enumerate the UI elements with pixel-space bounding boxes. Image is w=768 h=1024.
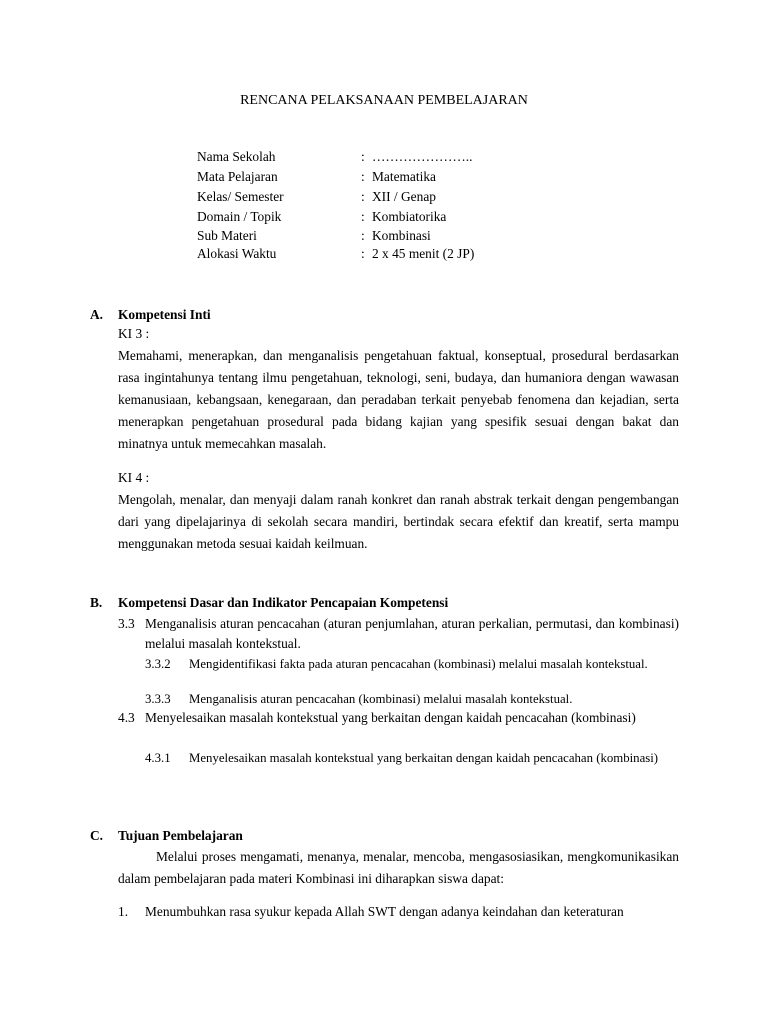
section-c-heading: Tujuan Pembelajaran <box>118 828 243 843</box>
identity-label-subject: Mata Pelajaran <box>197 169 278 184</box>
section-c-letter: C. <box>90 828 104 843</box>
ki4-text: Mengolah, menalar, dan menyaji dalam ranah konkret dan ranah abstrak terkait dengan pengembangan dari yang dipelajarinya di sekolah secara mandiri, bertindak secara efektif dan kreatif, serta mampu menggunakan metoda sesuai kaidah keilmuan. <box>118 492 679 551</box>
identity-colon: : <box>361 169 365 184</box>
identity-value-domain: Kombiatorika <box>372 209 447 224</box>
section-a-letter: A. <box>90 307 104 322</box>
identity-colon: : <box>361 149 365 164</box>
section-b-heading: Kompetensi Dasar dan Indikator Pencapaian Kompetensi <box>118 595 449 610</box>
indicator-4-3-1-text: Menyelesaikan masalah kontekstual yang berkaitan dengan kaidah pencacahan (kombinasi) <box>189 751 659 765</box>
identity-colon: : <box>361 209 365 224</box>
identity-value-class: XII / Genap <box>372 189 436 204</box>
ki4-label: KI 4 : <box>118 470 150 485</box>
kd-4-3-number: 4.3 <box>118 710 135 725</box>
document-title: RENCANA PELAKSANAAN PEMBELAJARAN <box>240 93 528 108</box>
kd-3-3-text: Menganalisis aturan pencacahan (aturan penjumlahan, aturan perkalian, permutasi, dan kombinasi) melalui masalah kontekstual. <box>145 616 679 651</box>
identity-label-class: Kelas/ Semester <box>197 189 284 204</box>
ki3-text: Memahami, menerapkan, dan menganalisis pengetahuan faktual, konseptual, prosedural berdasarkan rasa ingintahunya tentang ilmu pengetahuan, teknologi, seni, budaya, dan humaniora dengan wawasan kemanusiaan, kebangsaan, kenegaraan, dan peradaban terkait penyebab fenomena dan kejadian, serta menerapkan pengetahuan prosedural pada bidang kajian yang spesifik sesuai dengan bakat dan minatnya untuk memecahkan masalah. <box>118 348 679 451</box>
identity-value-school: ………………….. <box>372 149 473 164</box>
ki3-label: KI 3 : <box>118 326 150 341</box>
indicator-3-3-3-number: 3.3.3 <box>145 692 171 706</box>
kd-4-3-text: Menyelesaikan masalah kontekstual yang berkaitan dengan kaidah pencacahan (kombinasi) <box>145 710 636 725</box>
identity-colon: : <box>361 189 365 204</box>
indicator-3-3-3-text: Menganalisis aturan pencacahan (kombinasi) melalui masalah kontekstual. <box>189 692 573 706</box>
indicator-3-3-2-number: 3.3.2 <box>145 657 171 671</box>
identity-value-submaterial: Kombinasi <box>372 228 431 243</box>
indicator-4-3-1-number: 4.3.1 <box>145 751 171 765</box>
identity-label-submaterial: Sub Materi <box>197 228 257 243</box>
section-a-heading: Kompetensi Inti <box>118 307 211 322</box>
kd-3-3-number: 3.3 <box>118 616 135 631</box>
identity-value-subject: Matematika <box>372 169 436 184</box>
section-b-letter: B. <box>90 595 103 610</box>
indicator-3-3-2-text: Mengidentifikasi fakta pada aturan pencacahan (kombinasi) melalui masalah kontekstual. <box>189 657 648 671</box>
identity-value-time: 2 x 45 menit (2 JP) <box>372 246 475 261</box>
identity-colon: : <box>361 228 365 243</box>
objective-1-number: 1. <box>118 904 129 919</box>
identity-colon: : <box>361 246 365 261</box>
identity-label-school: Nama Sekolah <box>197 149 276 164</box>
objective-1-text: Menumbuhkan rasa syukur kepada Allah SWT dengan adanya keindahan dan keteraturan <box>145 904 624 919</box>
identity-label-domain: Domain / Topik <box>197 209 282 224</box>
section-c-intro: Melalui proses mengamati, menanya, menalar, mencoba, mengasosiasikan, mengkomunikasikan dalam pembelajaran pada materi Kombinasi ini diharapkan siswa dapat: <box>118 849 679 886</box>
identity-label-time: Alokasi Waktu <box>197 246 277 261</box>
